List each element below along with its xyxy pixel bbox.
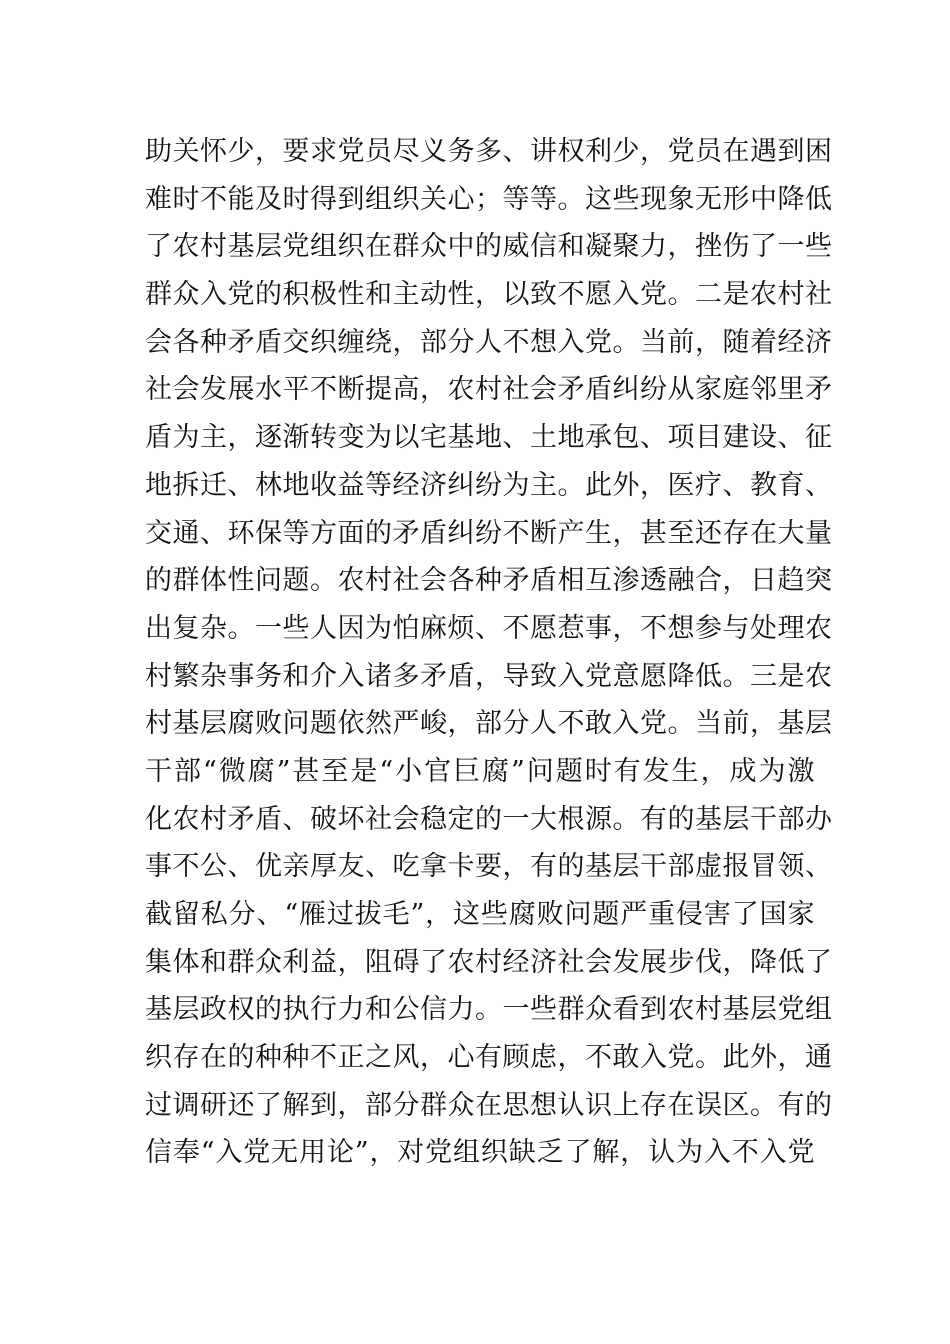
text-line: 交通、环保等方面的矛盾纠纷不断产生，甚至还存在大量	[145, 517, 833, 549]
text-line: 会各种矛盾交织缠绕，部分人不想入党。当前，随着经济	[145, 326, 833, 358]
text-line: 地拆迁、林地收益等经济纠纷为主。此外，医疗、教育、	[145, 469, 833, 501]
text-line: 截留私分、“雁过拔毛”，这些腐败问题严重侵害了国家	[145, 899, 815, 930]
text-line: 助关怀少，要求党员尽义务多、讲权利少，党员在遇到困	[145, 136, 833, 167]
text-line: 盾为主，逐渐转变为以宅基地、土地承包、项目建设、征	[145, 422, 833, 454]
text-line: 集体和群众利益，阻碍了农村经济社会发展步伐，降低了	[145, 946, 833, 978]
text-line: 信奉“入党无用论”，对党组织缺乏了解，认为入不入党	[145, 1137, 815, 1169]
text-line: 村基层腐败问题依然严峻，部分人不敢入党。当前，基层	[145, 708, 833, 740]
text-line: 基层政权的执行力和公信力。一些群众看到农村基层党组	[145, 994, 833, 1026]
text-line: 过调研还了解到，部分群众在思想认识上存在误区。有的	[145, 1089, 833, 1121]
body-paragraph	[145, 128, 833, 1177]
text-line: 事不公、优亲厚友、吃拿卡要，有的基层干部虚报冒领、	[145, 851, 833, 883]
text-line: 的群体性问题。农村社会各种矛盾相互渗透融合，日趋突	[145, 565, 833, 597]
text-line: 干部“微腐”甚至是“小官巨腐”问题时有发生，成为激	[145, 755, 815, 787]
text-line: 了农村基层党组织在群众中的威信和凝聚力，挫伤了一些	[145, 231, 833, 263]
text-line: 出复杂。一些人因为怕麻烦、不愿惹事，不想参与处理农	[145, 612, 833, 644]
text-line: 织存在的种种不正之风，心有顾虑，不敢入党。此外，通	[145, 1042, 833, 1074]
text-line: 社会发展水平不断提高，农村社会矛盾纠纷从家庭邻里矛	[145, 374, 833, 406]
text-line: 群众入党的积极性和主动性，以致不愿入党。二是农村社	[145, 279, 833, 311]
text-line: 村繁杂事务和介入诸多矛盾，导致入党意愿降低。三是农	[145, 660, 833, 692]
text-line: 难时不能及时得到组织关心；等等。这些现象无形中降低	[145, 183, 833, 215]
text-line: 化农村矛盾、破坏社会稳定的一大根源。有的基层干部办	[145, 803, 833, 835]
